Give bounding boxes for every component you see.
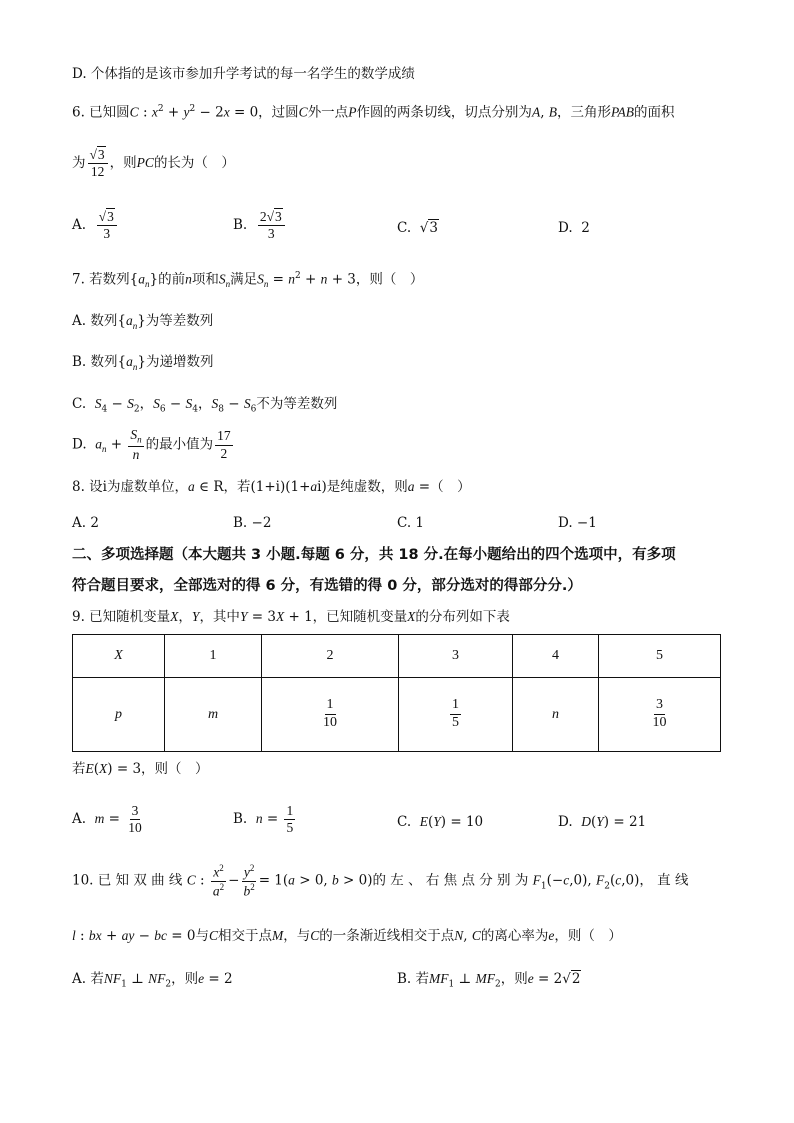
table-row xyxy=(73,678,721,752)
q8-option-c: C. 1 xyxy=(397,515,425,531)
fraction-3-10: $\frac{3}{10}$ xyxy=(652,697,667,730)
table-cell xyxy=(399,678,513,752)
q10-option-a: A. 若$NF_1$ ⊥ $NF_2$，则e = 2 xyxy=(72,971,233,990)
q9-option-b: B. n = $\frac{1}{5}$ xyxy=(233,803,294,836)
q8-option-d: D. −1 xyxy=(558,515,597,531)
table-cell: 5 xyxy=(599,635,721,678)
q6-stem-line2: 为 √ $\frac{3}{12}$ ，则PC的长为（ ） xyxy=(72,148,235,179)
table-cell: 4 xyxy=(513,635,599,678)
q10-stem-line1: 10. 已 知 双 曲 线 C : $\frac{x^2}{a^2}$ − $\frac{y^2}{b^2}$ = 1(a > 0, b > 0)的 左 、 右 焦 点 分 别 为 $F_1(-c,0)$, $F_2(c,0)$， 直 线 xyxy=(72,863,689,899)
table-cell xyxy=(262,678,399,752)
table-cell: 1 xyxy=(165,635,262,678)
q9-option-c: C. E(Y) = 10 xyxy=(397,814,484,830)
table-cell: n xyxy=(513,678,599,752)
q6-option-a: A. √ $\frac{3}{3}$ xyxy=(72,210,119,241)
fraction-1-5: $\frac{1}{5}$ xyxy=(452,697,459,730)
table-row xyxy=(73,635,721,678)
table-cell: p xyxy=(73,678,165,752)
q5-option-d: D. 个体指的是该市参加升学考试的每一名学生的数学成绩 xyxy=(72,66,415,82)
table-cell: 2 xyxy=(262,635,399,678)
table-cell: m xyxy=(165,678,262,752)
q9-stem: 9. 已知随机变量X，Y，其中Y = 3X + 1，已知随机变量X的分布列如下表 xyxy=(72,609,510,625)
q9-option-a: A. m = $\frac{3}{10}$ xyxy=(72,803,142,836)
q7-stem: 7. 若数列$\{a_n\}$的前n项和$S_n$满足$S_n = n^2 + n + 3$，则（ ） xyxy=(72,271,424,290)
q8-option-b: B. −2 xyxy=(233,515,272,531)
table-cell: 3 xyxy=(399,635,513,678)
q7-option-b: B. 数列$\{a_n\}$为递增数列 xyxy=(72,354,214,372)
q6-stem-line1: 6. 已知圆C : $x^2 + y^2 - 2x = 0$，过圆C外一点P作圆的两条切线，切点分别为A, B，三角形PAB的面积 xyxy=(72,104,675,121)
q6-option-c: C. √ 3 xyxy=(397,220,439,237)
q8-stem: 8. 设i为虚数单位，a ∈ R，若(1+i)(1+ai)是纯虚数，则a =（ ） xyxy=(72,479,471,495)
fraction-1-10: $\frac{1}{10}$ xyxy=(323,697,337,730)
table-cell xyxy=(599,678,721,752)
q7-option-c: C. $S_4 - S_2$，$S_6 - S_4$，$S_8 - S_6$不为等差数列 xyxy=(72,396,338,415)
q10-stem-line2: l : bx + ay − bc = 0与C相交于点M，与C的一条渐近线相交于点N, C的离心率为e，则（ ） xyxy=(72,928,622,944)
distribution-table xyxy=(72,634,721,752)
q10-option-b: B. 若$MF_1$ ⊥ $MF_2$，则e = 2√ 2 xyxy=(397,971,581,991)
q9-condition: 若E(X) = 3，则（ ） xyxy=(72,761,209,777)
table-cell: X xyxy=(73,635,165,678)
q8-option-a: A. 2 xyxy=(72,515,99,531)
section-heading-line1: 二、多项选择题（本大题共 3 小题.每题 6 分，共 18 分.在每小题给出的四个选项中，有多项 xyxy=(72,547,676,563)
q6-option-d: D. 2 xyxy=(558,220,590,236)
q7-option-d: D. $a_n$ + $\frac{S_n}{n}$ 的最小值为 $\frac{17}{2}$ xyxy=(72,427,231,463)
q9-option-d: D. D(Y) = 21 xyxy=(558,814,647,830)
q6-option-b: B. $\frac{2√ 3}{3}$ xyxy=(233,210,287,241)
section-heading-line2: 符合题目要求，全部选对的得 6 分，有选错的得 0 分，部分选对的得部分分.） xyxy=(72,578,582,594)
q7-option-a: A. 数列$\{a_n\}$为等差数列 xyxy=(72,313,214,331)
